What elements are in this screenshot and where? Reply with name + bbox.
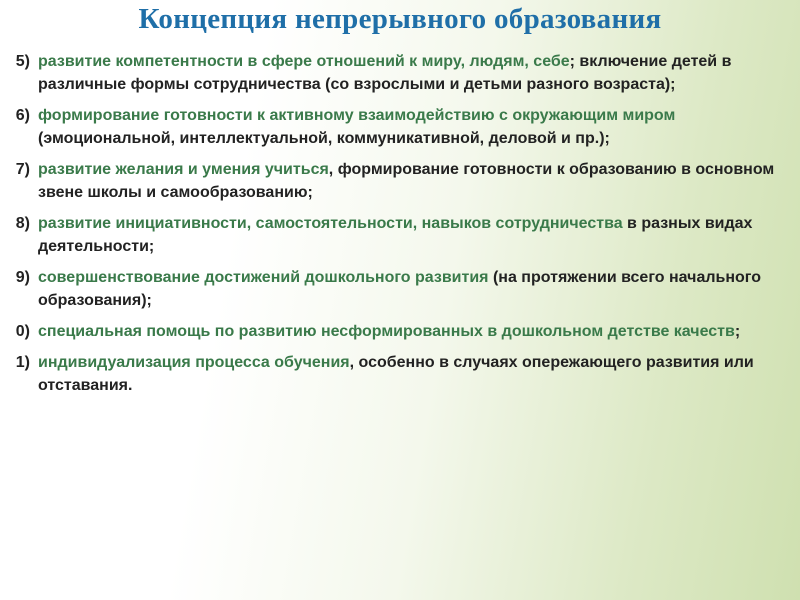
concept-list bbox=[0, 50, 790, 405]
list-item bbox=[0, 50, 790, 96]
item-highlight: развитие желания и умения учиться bbox=[38, 161, 329, 178]
item-text bbox=[38, 50, 790, 96]
item-rest: (на протяжении всего начального образования); bbox=[38, 269, 762, 309]
item-number: 5) bbox=[15, 53, 30, 70]
item-number: 9) bbox=[15, 269, 30, 286]
list-item bbox=[0, 351, 790, 397]
item-rest: , особенно в случаях опережающего развития или отставания. bbox=[38, 354, 754, 394]
slide-title: Концепция непрерывного образования bbox=[138, 3, 662, 35]
list-item bbox=[0, 158, 790, 204]
item-text bbox=[38, 104, 790, 150]
item-number: 6) bbox=[15, 107, 30, 124]
item-number: 1) bbox=[15, 354, 30, 371]
list-item bbox=[0, 320, 790, 343]
item-text bbox=[38, 351, 790, 397]
item-highlight: совершенствование достижений дошкольного развития bbox=[38, 269, 489, 286]
item-highlight: развитие инициативности, самостоятельности, навыков сотрудничества bbox=[38, 215, 623, 232]
list-item bbox=[0, 104, 790, 150]
list-item bbox=[0, 212, 790, 258]
item-rest: ; включение детей в различные формы сотрудничества (со взрослыми и детьми разного возраста); bbox=[38, 53, 732, 93]
item-rest: ; bbox=[734, 323, 741, 340]
item-rest: , формирование готовности к образованию в основном звене школы и самообразованию; bbox=[38, 161, 775, 201]
list-item bbox=[0, 266, 790, 312]
item-rest: (эмоциональной, интеллектуальной, коммуникативной, деловой и пр.); bbox=[38, 130, 610, 147]
item-highlight: индивидуализация процесса обучения bbox=[38, 354, 350, 371]
item-highlight: формирование готовности к активному взаимодействию с окружающим миром bbox=[38, 107, 676, 124]
item-highlight: развитие компетентности в сфере отношений к миру, людям, себе bbox=[38, 53, 570, 70]
item-number: 7) bbox=[15, 161, 30, 178]
item-number: 8) bbox=[15, 215, 30, 232]
item-number: 0) bbox=[15, 323, 30, 340]
item-text bbox=[38, 320, 790, 343]
item-rest: в разных видах деятельности; bbox=[38, 215, 753, 255]
item-text bbox=[38, 158, 790, 204]
item-highlight: специальная помощь по развитию несформированных в дошкольном детстве качеств bbox=[38, 323, 735, 340]
item-text bbox=[38, 266, 790, 312]
item-text bbox=[38, 212, 790, 258]
